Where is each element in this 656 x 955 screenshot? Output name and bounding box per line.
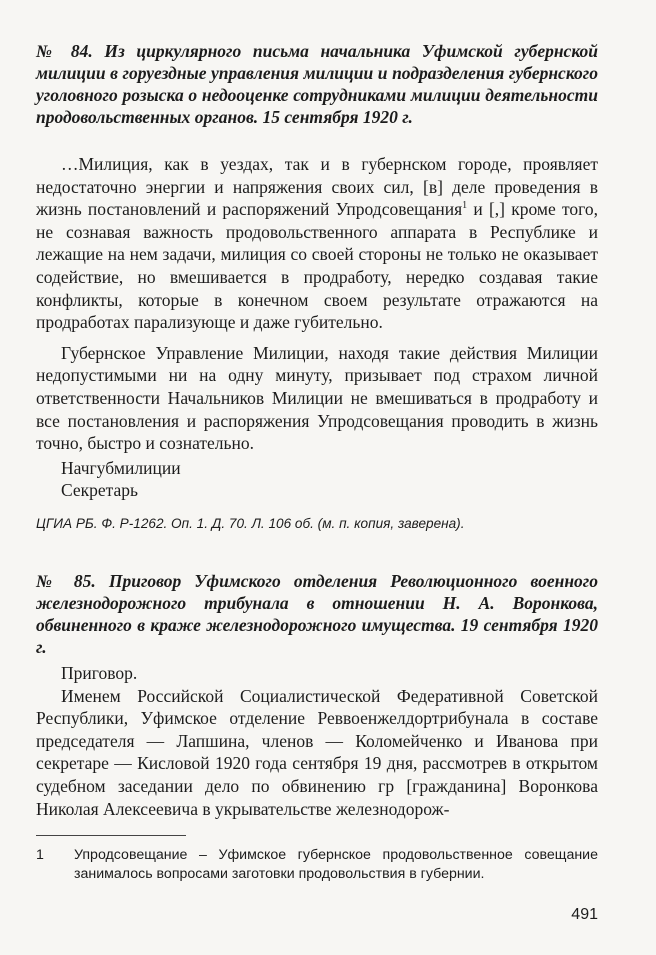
doc84-p1-text: …Милиция, как в уездах, так и в губернском городе, проявляет недостаточно энергии и напряжения своих сил, [в] деле проведения в жизнь постановлений и распоряжений Упродсовещания <box>36 154 598 220</box>
doc85-paragraph-1: Именем Российской Социалистической Федеративной Советской Республики, Уфимское отделение Реввоенжелдортрибунала в составе председателя — Лапшина, членов — Коломейченко и Иванова при секретаре — Кисловой 1920 года сентября 19 дня, рассмотрев в открытом судебном заседании дело по обвинению гр [гражданина] Воронкова Николая Алексеевича в укрывательстве железнодорож- <box>36 685 598 819</box>
doc84-signature-2: Секретарь <box>61 480 139 501</box>
footnote <box>36 846 598 884</box>
document-84 <box>36 40 598 531</box>
doc84-signature-1: Начгубмилиции <box>61 457 181 478</box>
doc85-heading: № 85. Приговор Уфимского отделения Революционного военного железнодорожного трибунала в отношении Н. А. Воронкова, обвиненного в краже железнодорожного имущества. 19 сентября 1920 г. <box>36 571 598 657</box>
footnote-text: Упродсовещание – Уфимское губернское продовольственное совещание занималось вопросами заготовки продовольствия в губернии. <box>74 847 598 882</box>
doc84-source: ЦГИА РБ. Ф. Р-1262. Оп. 1. Д. 70. Л. 106 об. (м. п. копия, заверена). <box>36 515 465 531</box>
footnote-divider <box>36 835 186 836</box>
doc84-paragraph-1 <box>36 153 598 334</box>
footnote-ref: 1 <box>462 200 468 212</box>
doc84-p1-text-cont: и [,] кроме того, не сознавая важность продовольственного аппарата в Республике и лежащие на нем задачи, милиция со своей стороны не только не оказывает содействие, но вмешивается в продработу, нередко создавая такие конфликты, которые в конечном своем результате отражаются на продработах парализующе и даже губительно. <box>36 199 598 333</box>
doc84-heading: № 84. Из циркулярного письма начальника Уфимской губернской милиции в горуездные управления милиции и подразделения губернского уголовного розыска о недооценке сотрудниками милиции деятельности продовольственных органов. 15 сентября 1920 г. <box>36 41 598 127</box>
page-number: 491 <box>571 906 598 923</box>
doc84-paragraph-2: Губернское Управление Милиции, находя такие действия Милиции недопустимыми ни на одну минуту, призывает под страхом личной ответственности Начальников Милиции не вмешиваться в продработу и все постановления и распоряжения Упродсовещания проводить в жизнь точно, быстро и сознательно. <box>36 342 598 454</box>
document-85 <box>36 570 598 820</box>
footnote-number: 1 <box>36 847 44 863</box>
doc85-title: Приговор. <box>61 663 138 683</box>
